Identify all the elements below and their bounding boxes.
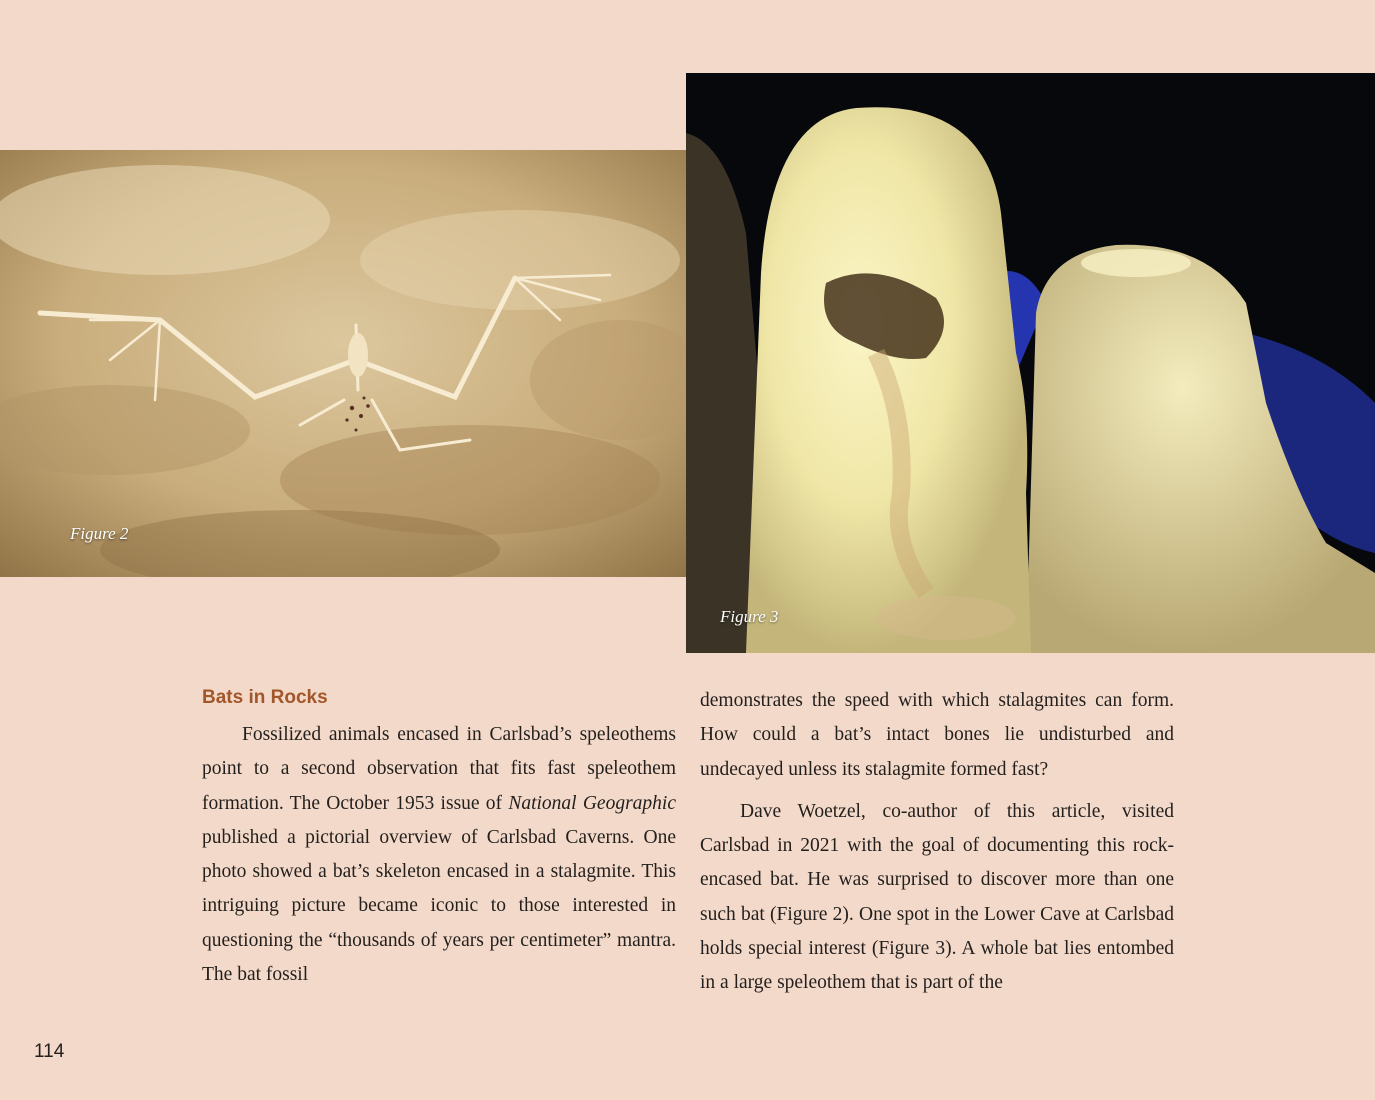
page-number: 114 [34, 1041, 65, 1062]
paragraph-1-continued: demonstrates the speed with which stalagmites can form. How could a bat’s intact bones lie undisturbed and undecayed unless its stalagmite formed fast? [700, 690, 1174, 780]
magazine-title: National Geographic [508, 792, 676, 814]
figure-2-photo [0, 150, 686, 577]
article-column-left [202, 684, 676, 992]
figure-2-caption: Figure 2 [70, 524, 129, 543]
paragraph-1-text-a: Fossilized animals encased in Carlsbad’s speleothems point to a second observation that fits fast speleothem formation. The October 1953 issue of [202, 724, 676, 814]
article-column-right [700, 684, 1174, 1001]
paragraph-2: Dave Woetzel, co-author of this article, visited Carlsbad in 2021 with the goal of documenting this rock-encased bat. He was surprised to discover more than one such bat (Figure 2). One spot in the Lower Cave at Carlsbad holds special interest (Figure 3). A whole bat lies entombed in a large speleothem that is part of the [700, 800, 1174, 994]
figure-3-caption: Figure 3 [720, 607, 779, 626]
section-heading: Bats in Rocks [202, 687, 328, 708]
bat-fossil-image [0, 150, 686, 577]
figure-3-photo [686, 73, 1375, 653]
paragraph-1-text-b: published a pictorial overview of Carlsbad Caverns. One photo showed a bat’s skeleton encased in a stalagmite. This intriguing picture became iconic to those interested in questioning the “thousands of years per centimeter” mantra. The bat fossil [202, 826, 676, 986]
stalagmite-image [686, 73, 1375, 653]
paragraph-1 [202, 718, 676, 992]
